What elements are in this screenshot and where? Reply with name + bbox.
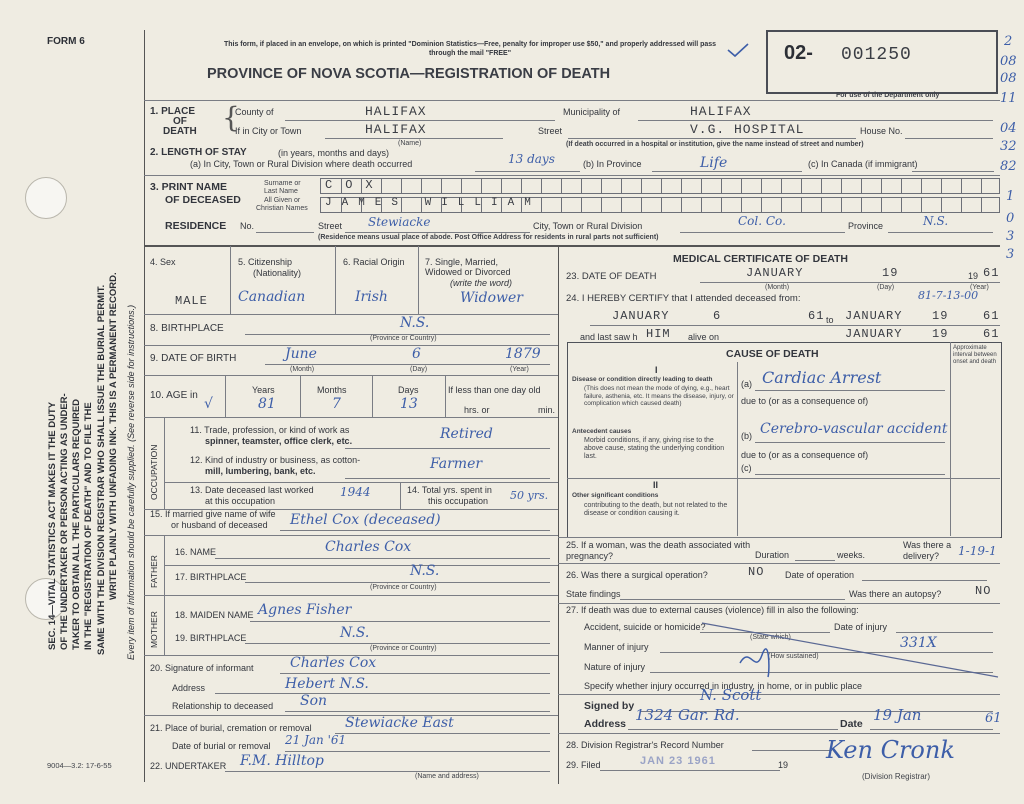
relationship-line bbox=[285, 711, 550, 712]
side-text-line-4: IN THE "REGISTRATION OF DEATH" AND TO FILE THE bbox=[83, 402, 94, 650]
industry-label-2: mill, lumbering, bank, etc. bbox=[205, 466, 316, 476]
trade-line bbox=[345, 448, 550, 449]
col-cit bbox=[335, 246, 336, 314]
relationship-value: Son bbox=[300, 693, 328, 709]
filed-year: 19 bbox=[778, 760, 789, 770]
margin-code: 3 bbox=[1006, 247, 1015, 262]
municipality-label: Municipality of bbox=[563, 107, 621, 117]
undertaker-line bbox=[225, 771, 550, 772]
cause-b-prefix: (b) bbox=[741, 431, 752, 441]
spouse-line bbox=[280, 530, 550, 531]
other-note: contributing to the death, but not related to the disease or condition causing it. bbox=[584, 502, 728, 517]
burial-place-value: Stewiacke East bbox=[345, 715, 454, 731]
municipality-line bbox=[638, 120, 993, 121]
margin-code: 04 bbox=[1000, 121, 1017, 136]
sig-date-year: 61 bbox=[985, 711, 1002, 726]
due-to-a: due to (or as a consequence of) bbox=[741, 396, 869, 406]
opdate-label: Date of operation bbox=[785, 570, 855, 580]
relationship-label: Relationship to deceased bbox=[172, 701, 274, 711]
given-value: JAMES WILLIAM bbox=[325, 197, 541, 209]
place-label-2: OF bbox=[173, 116, 187, 127]
stay-c-label: (c) In Canada (if immigrant) bbox=[808, 159, 918, 169]
spouse-value: Ethel Cox (deceased) bbox=[290, 512, 441, 528]
hrs-label: hrs. or bbox=[464, 405, 490, 415]
county-line bbox=[285, 120, 555, 121]
lastsaw-label: and last saw h bbox=[580, 332, 638, 342]
registrar-recnum-label: 28. Division Registrar's Record Number bbox=[566, 740, 724, 750]
alive-label: alive on bbox=[688, 332, 720, 342]
rule-4 bbox=[144, 314, 558, 315]
residence-street-line bbox=[345, 232, 530, 233]
min-label: min. bbox=[538, 405, 556, 415]
residence-city-line bbox=[680, 232, 845, 233]
mother-maiden-value: Agnes Fisher bbox=[258, 602, 352, 618]
age-years-label: Years bbox=[252, 385, 275, 395]
sig-date-value: 19 Jan bbox=[873, 706, 922, 724]
form-code: 9004—3.2: 17-6-55 bbox=[47, 761, 112, 770]
manner-label: Manner of injury bbox=[584, 642, 649, 652]
margin-code: 1 bbox=[1006, 189, 1015, 204]
dod-year-caption: (Year) bbox=[970, 284, 989, 291]
dob-month-caption: (Month) bbox=[290, 366, 315, 373]
less-day-label: If less than one day old bbox=[448, 385, 541, 395]
rule-12 bbox=[144, 595, 558, 596]
father-birthplace-value: N.S. bbox=[410, 563, 440, 579]
lastworked-label-1: 13. Date deceased last worked bbox=[190, 485, 314, 495]
surname-caption-2: Last Name bbox=[264, 188, 298, 195]
checkmark-icon bbox=[726, 42, 750, 60]
stay-b-line bbox=[652, 171, 802, 172]
lastworked-label-2: at this occupation bbox=[205, 496, 276, 506]
rule-m1 bbox=[558, 537, 1000, 538]
residence-city-label: City, Town or Rural Division bbox=[533, 221, 643, 231]
rule-m2 bbox=[558, 563, 1000, 564]
from-line bbox=[590, 325, 1000, 326]
margin-code: 08 bbox=[1000, 54, 1017, 69]
surname-caption-1: Surname or bbox=[264, 180, 301, 187]
rule-5 bbox=[144, 345, 558, 346]
from-month: JANUARY bbox=[612, 309, 670, 323]
birthplace-label: 8. BIRTHPLACE bbox=[150, 323, 224, 334]
residence-province-value: N.S. bbox=[923, 214, 949, 228]
sig-date-label: Date bbox=[840, 718, 863, 730]
father-name-value: Charles Cox bbox=[325, 539, 412, 555]
rule-m4 bbox=[558, 694, 1000, 695]
cause-a-prefix: (a) bbox=[741, 379, 752, 389]
signed-value: N. Scott bbox=[700, 686, 762, 704]
age-check: √ bbox=[204, 396, 213, 412]
city-name-caption: (Name) bbox=[398, 140, 422, 147]
autopsy-value: NO bbox=[975, 584, 992, 598]
residence-no-label: No. bbox=[240, 221, 255, 231]
age-days: 13 bbox=[400, 396, 418, 412]
undertaker-caption: (Name and address) bbox=[415, 773, 479, 780]
occ-side-divider bbox=[164, 417, 165, 509]
postal-notice: This form, if placed in an envelope, on which is printed "Dominion Statistics—Free, penalty for improper use $50," and properly addressed will pass through the mail "FREE" bbox=[223, 41, 717, 57]
citizenship-value: Canadian bbox=[238, 289, 306, 305]
surgical-label: 26. Was there a surgical operation? bbox=[566, 570, 708, 580]
state-which: (State which) bbox=[750, 634, 791, 641]
residence-street-label: Street bbox=[318, 221, 343, 231]
dod-year: 61 bbox=[983, 266, 1000, 280]
mother-birthplace-line bbox=[245, 643, 550, 644]
industry-value: Farmer bbox=[430, 456, 483, 472]
surname-boxes bbox=[320, 178, 1000, 194]
surgical-value: NO bbox=[748, 565, 765, 579]
from-year: 61 bbox=[808, 309, 825, 323]
burial-date-value: 21 Jan '61 bbox=[285, 733, 347, 747]
side-text-line-5: SAME WITH THE DIVISION REGISTRAR WHO SHALL ISSUE THE BURIAL PERMIT. bbox=[96, 284, 107, 655]
city-line bbox=[325, 138, 503, 139]
residence-no-line bbox=[256, 232, 314, 233]
municipality-value: HALIFAX bbox=[690, 104, 752, 119]
residence-street-value: Stewiacke bbox=[368, 215, 431, 229]
registration-number: 001250 bbox=[841, 45, 912, 65]
father-birthplace-line bbox=[245, 582, 550, 583]
margin-code: 32 bbox=[1000, 139, 1017, 154]
mother-birthplace-label: 19. BIRTHPLACE bbox=[175, 633, 247, 643]
margin-code: 11 bbox=[1000, 91, 1017, 106]
weeks-label: weeks. bbox=[837, 550, 866, 560]
to-year: 61 bbox=[983, 309, 1000, 323]
house-line bbox=[905, 138, 993, 139]
dob-day: 6 bbox=[412, 346, 421, 362]
city-label: If in City or Town bbox=[235, 126, 302, 136]
margin-code: 3 bbox=[1006, 229, 1015, 244]
form-title: PROVINCE OF NOVA SCOTIA—REGISTRATION OF DEATH bbox=[207, 66, 611, 82]
cause-a-line bbox=[755, 390, 945, 391]
rule-2 bbox=[144, 175, 1000, 176]
citizenship-label: 5. Citizenship bbox=[238, 257, 293, 267]
sig-address-line bbox=[628, 729, 838, 730]
registrar-signature: Ken Cronk bbox=[826, 736, 955, 764]
dod-label: 23. DATE OF DEATH bbox=[566, 271, 657, 282]
certify-code: 81-7-13-00 bbox=[918, 289, 979, 302]
findings-label: State findings bbox=[566, 589, 621, 599]
age-col-2 bbox=[300, 375, 301, 417]
street-label: Street bbox=[538, 126, 563, 136]
from-day: 6 bbox=[713, 309, 722, 323]
lastworked-value: 1944 bbox=[340, 485, 371, 499]
margin-code: 2 bbox=[1004, 34, 1013, 49]
marital-label-1: 7. Single, Married, bbox=[425, 257, 499, 267]
cause-box-divider bbox=[567, 478, 1000, 479]
rule-1 bbox=[144, 100, 1000, 101]
sig-date-line bbox=[870, 729, 993, 730]
autopsy-label: Was there an autopsy? bbox=[849, 589, 942, 599]
form-label: FORM 6 bbox=[47, 36, 85, 47]
place-brace: { bbox=[222, 101, 240, 134]
birthplace-caption: (Province or Country) bbox=[370, 335, 437, 342]
residence-city-value: Col. Co. bbox=[738, 214, 786, 228]
col-sex bbox=[230, 246, 231, 314]
hospital-note: (If death occurred in a hospital or institution, give the name instead of street and number) bbox=[566, 141, 864, 148]
occ-divider bbox=[400, 482, 401, 509]
age-col-1 bbox=[225, 375, 226, 417]
mother-maiden-label: 18. MAIDEN NAME bbox=[175, 610, 254, 620]
antecedent-note: Morbid conditions, if any, giving rise to the above cause, stating the underlying condition last. bbox=[584, 437, 725, 460]
mother-birthplace-value: N.S. bbox=[340, 625, 370, 641]
residence-province-line bbox=[888, 232, 993, 233]
county-value: HALIFAX bbox=[365, 104, 427, 119]
trade-label-1: 11. Trade, profession, or kind of work as bbox=[190, 425, 350, 435]
signed-label: Signed by bbox=[584, 700, 635, 712]
department-use-note: For use of the Department only bbox=[836, 92, 940, 99]
spouse-label-2: or husband of deceased bbox=[171, 520, 268, 530]
city-value: HALIFAX bbox=[365, 122, 427, 137]
duration-line bbox=[795, 560, 835, 561]
sig-address-label: Address bbox=[584, 718, 627, 730]
cause-c-prefix: (c) bbox=[741, 463, 752, 473]
surname-value: COX bbox=[325, 178, 386, 192]
cause-b-line bbox=[755, 442, 945, 443]
pen-strike-mark bbox=[700, 615, 1000, 685]
given-caption-2: Christian Names bbox=[256, 205, 308, 212]
part-1: I bbox=[655, 365, 658, 375]
total-label-1: 14. Total yrs. spent in bbox=[407, 485, 492, 495]
marital-label-2: Widowed or Divorced bbox=[425, 267, 511, 277]
how-sustained: (How sustained) bbox=[768, 653, 819, 660]
filed-stamp: JAN 23 1961 bbox=[640, 755, 716, 767]
side-text-line-3: TAKER TO OBTAIN ALL THE PARTICULARS REQUIRED bbox=[71, 398, 82, 650]
filed-label: 29. Filed bbox=[566, 760, 601, 770]
side-text-line-2: OF THE UNDERTAKER OR PERSON ACTING AS UNDER- bbox=[59, 393, 70, 650]
place-label-1: 1. PLACE bbox=[150, 106, 196, 117]
undertaker-value: F.M. Hilltop bbox=[240, 753, 324, 769]
occupation-side-label: OCCUPATION bbox=[149, 444, 159, 500]
father-caption: (Province or Country) bbox=[370, 584, 437, 591]
stay-b-value: Life bbox=[700, 155, 728, 171]
rule-10 bbox=[144, 535, 558, 536]
alive-day: 19 bbox=[932, 327, 949, 341]
dod-day: 19 bbox=[882, 266, 899, 280]
informant-address-label: Address bbox=[172, 683, 206, 693]
given-caption-1: All Given or bbox=[264, 197, 301, 204]
dod-year-prefix: 19 bbox=[968, 271, 979, 281]
dob-line bbox=[265, 364, 550, 365]
industry-line bbox=[345, 478, 550, 479]
external-label: 27. If death was due to external causes (violence) fill in also the following: bbox=[566, 605, 859, 615]
dod-month: JANUARY bbox=[746, 266, 804, 280]
age-months-label: Months bbox=[317, 385, 347, 395]
name-label-1: 3. PRINT NAME bbox=[150, 181, 228, 193]
side-text-line-1: SEC. 14—VITAL STATISTICS ACT MAKES IT THE DUTY bbox=[47, 401, 58, 650]
opdate-line bbox=[862, 580, 987, 581]
sex-label: 4. Sex bbox=[150, 257, 176, 267]
delivery-label: Was there a delivery? bbox=[903, 540, 952, 561]
dod-month-caption: (Month) bbox=[765, 284, 790, 291]
burial-place-line bbox=[335, 733, 550, 734]
duration-label: Duration bbox=[755, 550, 790, 560]
rule-m5 bbox=[558, 733, 1000, 734]
margin-code: 0 bbox=[1006, 211, 1015, 226]
due-to-b: due to (or as a consequence of) bbox=[741, 450, 869, 460]
burial-date-line bbox=[285, 751, 550, 752]
age-col-3 bbox=[372, 375, 373, 417]
certify-label: 24. I HEREBY CERTIFY that I attended deceased from: bbox=[566, 293, 801, 304]
dob-label: 9. DATE OF BIRTH bbox=[150, 353, 237, 364]
side-text-line-6: WRITE PLAINLY WITH UNFADING INK. THIS IS A PERMANENT RECORD. bbox=[108, 272, 119, 600]
alive-month: JANUARY bbox=[845, 327, 903, 341]
age-col-4 bbox=[445, 375, 446, 417]
stay-b-label: (b) In Province bbox=[583, 159, 642, 169]
age-years: 81 bbox=[258, 396, 276, 412]
rule-11 bbox=[164, 565, 558, 566]
disease-note: (This does not mean the mode of dying, e.g., heart failure, asthenia, etc. It means the disease, injury, or complication which caused death) bbox=[584, 385, 734, 407]
dob-year-caption: (Year) bbox=[510, 366, 529, 373]
street-line bbox=[568, 138, 856, 139]
registrar-caption: (Division Registrar) bbox=[862, 772, 931, 781]
frame-left bbox=[144, 30, 145, 782]
mother-caption: (Province or Country) bbox=[370, 645, 437, 652]
side-note: Every item of information should be carefully supplied. (See reverse side for instructions.) bbox=[126, 304, 136, 660]
marital-value: Widower bbox=[460, 290, 523, 306]
other-label: Other significant conditions bbox=[572, 492, 659, 499]
marital-label-3: (write the word) bbox=[450, 278, 513, 288]
father-name-label: 16. NAME bbox=[175, 547, 217, 557]
stay-a-label: (a) In City, Town or Rural Division where death occurred bbox=[190, 159, 413, 169]
punch-hole-top bbox=[25, 177, 67, 219]
rule-8 bbox=[164, 482, 558, 483]
racial-value: Irish bbox=[355, 289, 388, 305]
county-label: County of bbox=[235, 107, 274, 117]
col-race bbox=[418, 246, 419, 314]
trade-value: Retired bbox=[440, 426, 493, 442]
interval-header: Approximate interval between onset and death bbox=[953, 345, 997, 365]
undertaker-label: 22. UNDERTAKER bbox=[150, 761, 227, 771]
stay-a-value: 13 days bbox=[508, 152, 555, 166]
mid-divider bbox=[558, 246, 559, 784]
father-name-line bbox=[215, 558, 550, 559]
age-months: 7 bbox=[332, 396, 341, 412]
place-label-3: DEATH bbox=[163, 126, 197, 137]
rule-6 bbox=[144, 375, 558, 376]
rule-m3 bbox=[558, 603, 1000, 604]
father-side-label: FATHER bbox=[149, 555, 159, 588]
dod-day-caption: (Day) bbox=[877, 284, 895, 291]
filed-line bbox=[600, 770, 780, 771]
injury-date-label: Date of injury bbox=[834, 622, 888, 632]
informant-sig-label: 20. Signature of informant bbox=[150, 663, 254, 673]
industry-label-1: 12. Kind of industry or business, as cotton- bbox=[190, 455, 361, 465]
nature-label: Nature of injury bbox=[584, 662, 646, 672]
antecedent-label: Antecedent causes bbox=[572, 428, 632, 435]
injury-code: 331X bbox=[900, 635, 937, 651]
part-2: II bbox=[653, 480, 659, 490]
findings-line bbox=[620, 599, 845, 600]
stay-label: 2. LENGTH OF STAY bbox=[150, 147, 247, 158]
residence-label: RESIDENCE bbox=[165, 220, 227, 232]
registration-prefix: 02- bbox=[784, 42, 813, 64]
dod-line bbox=[700, 282, 1000, 283]
citizenship-sub: (Nationality) bbox=[253, 268, 302, 278]
total-value: 50 yrs. bbox=[510, 489, 549, 502]
stay-a-line bbox=[475, 171, 580, 172]
lastsaw-him: HIM bbox=[646, 327, 671, 341]
cause-header: CAUSE OF DEATH bbox=[726, 348, 819, 360]
stay-c-line bbox=[912, 171, 994, 172]
informant-address-line bbox=[215, 693, 550, 694]
mother-side-label: MOTHER bbox=[149, 611, 159, 648]
spouse-label-1: 15. If married give name of wife bbox=[150, 509, 276, 519]
street-value: V.G. HOSPITAL bbox=[690, 122, 805, 137]
dob-month: June bbox=[285, 346, 317, 362]
informant-address-value: Hebert N.S. bbox=[285, 676, 369, 692]
dob-year: 1879 bbox=[505, 346, 541, 362]
rule-7 bbox=[144, 417, 558, 418]
mother-maiden-line bbox=[250, 621, 550, 622]
burial-date-label: Date of burial or removal bbox=[172, 741, 271, 751]
trade-label-2: spinner, teamster, office clerk, etc. bbox=[205, 436, 353, 446]
total-label-2: this occupation bbox=[428, 496, 489, 506]
specify-label: Specify whether injury occurred in industry, in home, or in public place bbox=[584, 681, 862, 691]
disease-label: Disease or condition directly leading to death bbox=[572, 376, 713, 383]
cause-a-value: Cardiac Arrest bbox=[762, 368, 882, 387]
margin-code: 08 bbox=[1000, 71, 1017, 86]
age-label: 10. AGE in bbox=[150, 390, 198, 401]
cause-col-divider bbox=[737, 362, 738, 536]
burial-place-label: 21. Place of burial, cremation or removal bbox=[150, 723, 312, 733]
recnum-line bbox=[752, 750, 832, 751]
birthplace-value: N.S. bbox=[400, 315, 430, 331]
mother-side-divider bbox=[164, 595, 165, 655]
residence-note: (Residence means usual place of abode. Post Office Address for residents in rural parts not sufficient) bbox=[318, 234, 659, 241]
age-days-label: Days bbox=[398, 385, 419, 395]
stay-sub: (in years, months and days) bbox=[278, 148, 390, 158]
sig-address-value: 1324 Gar. Rd. bbox=[635, 706, 740, 724]
accident-label: Accident, suicide or homicide? bbox=[584, 622, 706, 632]
informant-sig-value: Charles Cox bbox=[290, 655, 377, 671]
rule-3 bbox=[144, 245, 1000, 247]
informant-sig-line bbox=[280, 673, 550, 674]
sex-value: MALE bbox=[175, 294, 208, 308]
name-label-2: OF DECEASED bbox=[165, 194, 241, 206]
father-birthplace-label: 17. BIRTHPLACE bbox=[175, 572, 247, 582]
alive-year: 61 bbox=[983, 327, 1000, 341]
margin-code: 82 bbox=[1000, 159, 1017, 174]
to-month: JANUARY bbox=[845, 309, 903, 323]
dob-day-caption: (Day) bbox=[410, 366, 428, 373]
delivery-value: 1-19-1 bbox=[958, 544, 997, 558]
cause-b-value: Cerebro-vascular accident bbox=[760, 421, 948, 437]
woman-label: 25. If a woman, was the death associated with pregnancy? bbox=[566, 540, 751, 561]
racial-label: 6. Racial Origin bbox=[343, 257, 405, 267]
to-day: 19 bbox=[932, 309, 949, 323]
house-label: House No. bbox=[860, 126, 903, 136]
medical-header: MEDICAL CERTIFICATE OF DEATH bbox=[673, 253, 848, 265]
cause-c-line bbox=[755, 474, 945, 475]
to-label: to bbox=[826, 315, 834, 325]
residence-province-label: Province bbox=[848, 221, 884, 231]
interval-divider bbox=[950, 342, 951, 536]
